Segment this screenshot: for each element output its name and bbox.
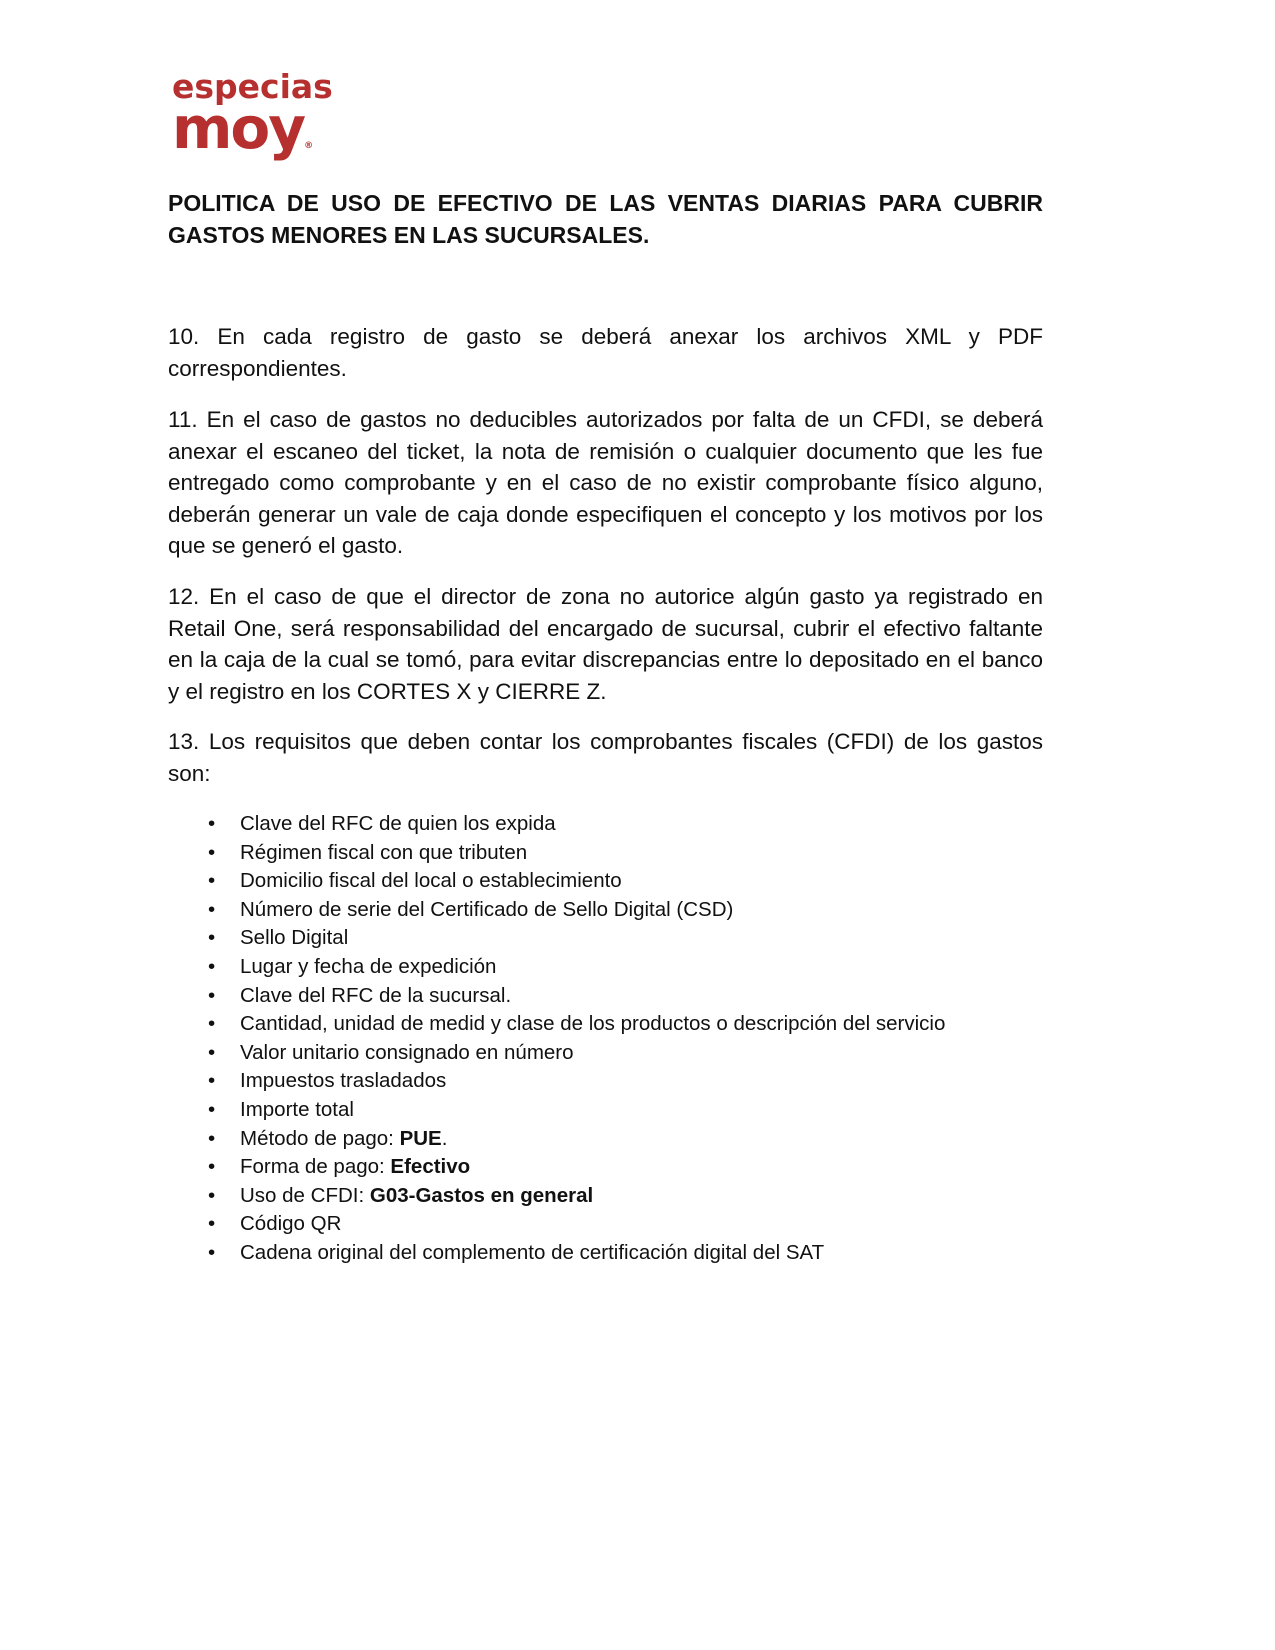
- list-item-text: Cantidad, unidad de medid y clase de los productos o descripción del servicio: [240, 1012, 946, 1036]
- list-item-text: Método de pago:: [240, 1126, 400, 1150]
- bullet-icon: •: [208, 840, 216, 864]
- list-item: [168, 1125, 945, 1154]
- list-item: [168, 1096, 945, 1125]
- list-item-text: Lugar y fecha de expedición: [240, 954, 497, 978]
- list-item-text: Sello Digital: [240, 926, 349, 950]
- list-item: [168, 1039, 945, 1068]
- document-title: POLITICA DE USO DE EFECTIVO DE LAS VENTAS DIARIAS PARA CUBRIR GASTOS MENORES EN LAS SUCURSALES.: [168, 190, 1043, 248]
- list-item-text: Número de serie del Certificado de Sello Digital (CSD): [240, 897, 734, 921]
- bullet-icon: •: [208, 897, 216, 921]
- bullet-icon: •: [208, 1183, 216, 1207]
- list-item: [168, 896, 945, 925]
- requirements-list: [168, 810, 945, 1268]
- list-item: [168, 953, 945, 982]
- bullet-icon: •: [208, 926, 216, 950]
- list-item-text: Régimen fiscal con que tributen: [240, 840, 528, 864]
- bullet-icon: •: [208, 1012, 216, 1036]
- list-item-text: Clave del RFC de quien los expida: [240, 812, 556, 835]
- list-item: [168, 867, 945, 896]
- paragraph-11: 11. En el caso de gastos no deducibles autorizados por falta de un CFDI, se deberá anexar el escaneo del ticket, la nota de remisión o cualquier documento que les fue entregado como comprobante y en el caso de no existir comprobante físico alguno, deberán generar un vale de caja donde especifiquen el concepto y los motivos por los que se generó el gasto.: [168, 407, 1043, 558]
- bullet-icon: •: [208, 1097, 216, 1121]
- list-item-text: Importe total: [240, 1097, 354, 1121]
- list-item: [168, 1153, 945, 1182]
- list-item-value: PUE: [399, 1126, 442, 1150]
- company-logo: [172, 67, 333, 162]
- list-item: [168, 982, 945, 1011]
- list-item: [168, 839, 945, 868]
- list-item-text: Impuestos trasladados: [240, 1069, 447, 1093]
- logo-line2: [172, 94, 333, 162]
- list-item: [168, 1182, 945, 1211]
- list-item: [168, 1067, 945, 1096]
- bullet-icon: •: [208, 812, 216, 835]
- list-item-text: Valor unitario consignado en número: [240, 1040, 574, 1064]
- bullet-icon: •: [208, 1240, 216, 1264]
- list-item-value: G03-Gastos en general: [369, 1183, 594, 1207]
- list-item-text: Domicilio fiscal del local o establecimiento: [240, 869, 622, 893]
- bullet-icon: •: [208, 983, 216, 1007]
- logo-line1: especias: [172, 67, 333, 106]
- paragraph-10: 10. En cada registro de gasto se deberá anexar los archivos XML y PDF correspondientes.: [168, 324, 1043, 381]
- paragraph-12: 12. En el caso de que el director de zona no autorice algún gasto ya registrado en Retail One, será responsabilidad del encargado de sucursal, cubrir el efectivo faltante en la caja de la cual se tomó, para evitar discrepancias entre lo depositado en el banco y el registro en los CORTES X y CIERRE Z.: [168, 584, 1043, 704]
- logo-word: moy: [172, 94, 305, 162]
- bullet-icon: •: [208, 1212, 216, 1236]
- list-item: [168, 810, 945, 839]
- list-item-value: Efectivo: [390, 1155, 471, 1179]
- list-item-text: Forma de pago:: [240, 1155, 391, 1179]
- list-item: [168, 1010, 945, 1039]
- list-item-text: Cadena original del complemento de certificación digital del SAT: [240, 1240, 825, 1264]
- bullet-icon: •: [208, 954, 216, 978]
- list-item: [168, 924, 945, 953]
- bullet-icon: •: [208, 1126, 216, 1150]
- list-item-suffix: .: [441, 1126, 448, 1150]
- list-item-text: Uso de CFDI:: [240, 1183, 370, 1207]
- list-item: [168, 1210, 945, 1239]
- paragraph-13: 13. Los requisitos que deben contar los comprobantes fiscales (CFDI) de los gastos son:: [168, 729, 1043, 786]
- list-item-text: Clave del RFC de la sucursal.: [240, 983, 512, 1007]
- registered-mark: ®: [304, 141, 312, 151]
- list-item-text: Código QR: [240, 1212, 342, 1236]
- bullet-icon: •: [208, 869, 216, 893]
- bullet-icon: •: [208, 1040, 216, 1064]
- list-item: [168, 1239, 945, 1268]
- bullet-icon: •: [208, 1069, 216, 1093]
- bullet-icon: •: [208, 1155, 216, 1179]
